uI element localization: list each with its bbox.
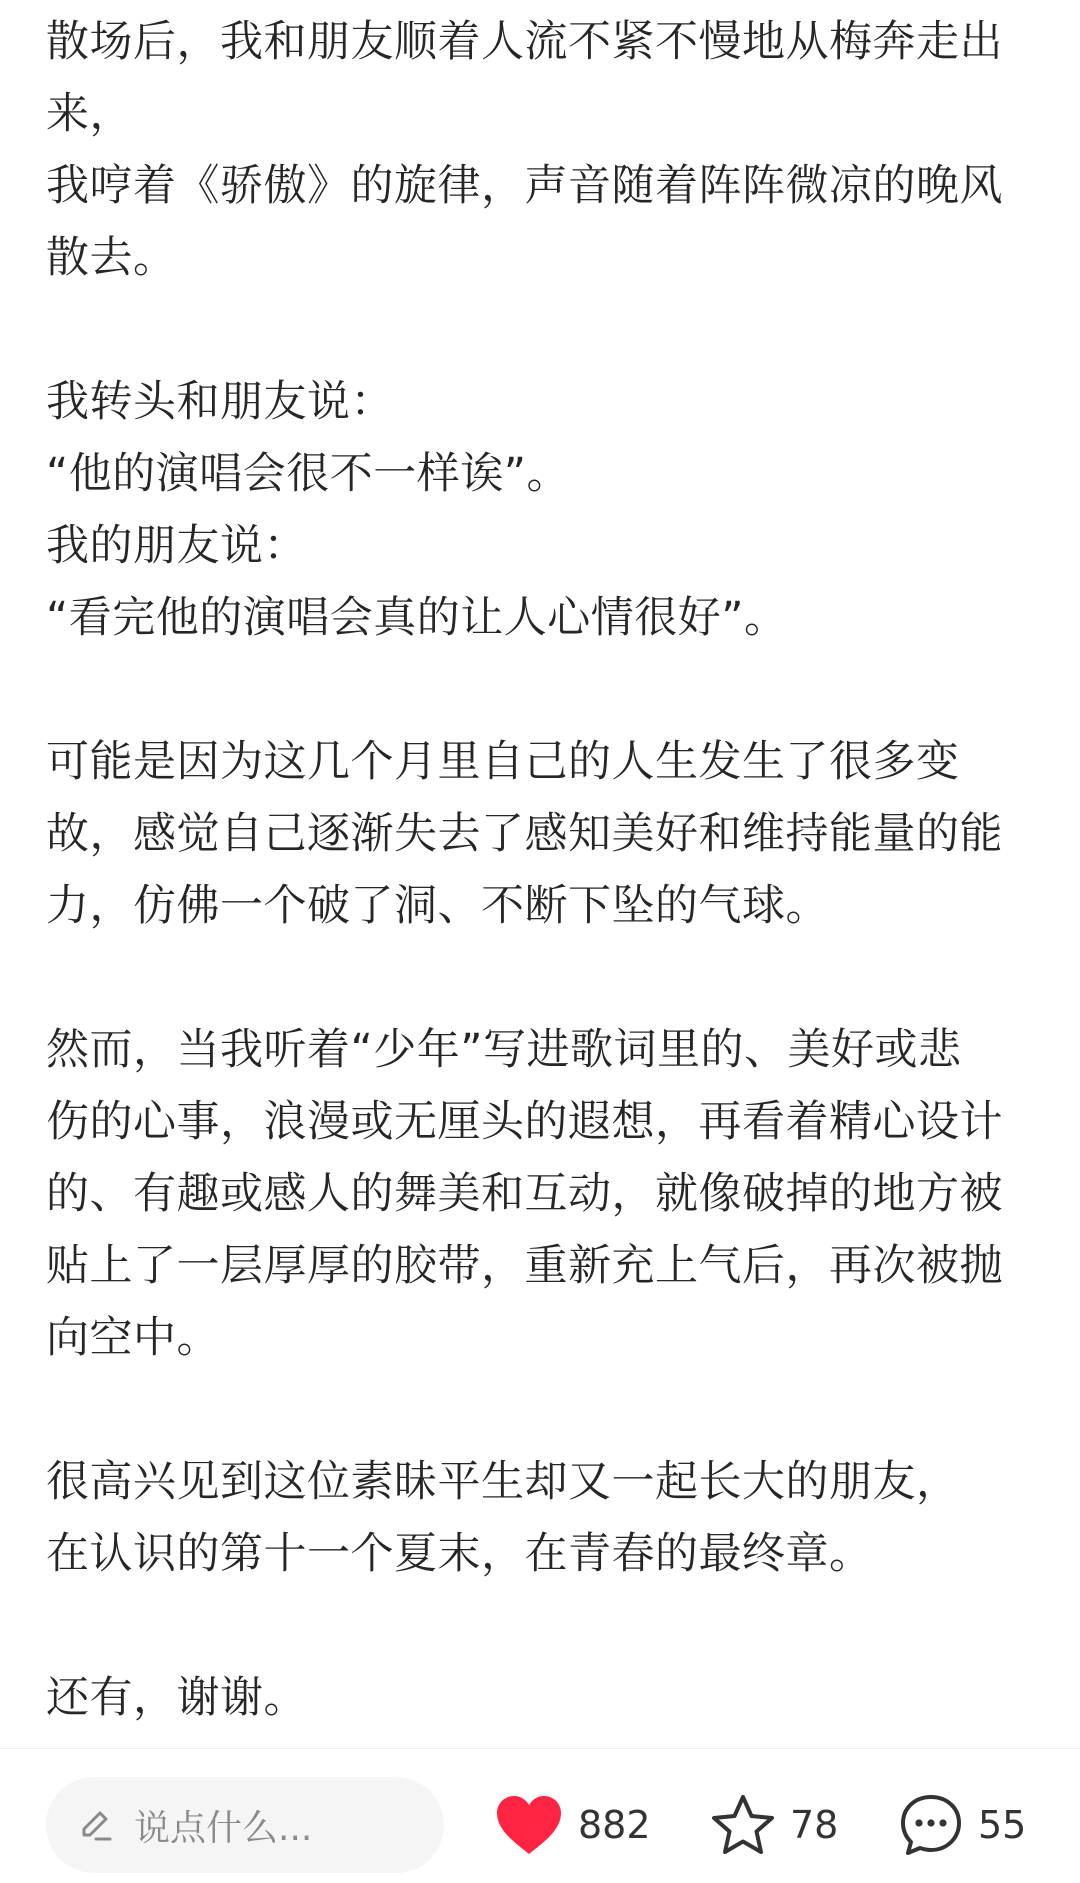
text-line: 很高兴见到这位素昧平生却又一起长大的朋友， <box>46 1457 960 1507</box>
text-line: 故，感觉自己逐渐失去了感知美好和维持能量的能 <box>46 809 1003 859</box>
text-line: 贴上了一层厚厚的胶带，重新充上气后，再次被抛 <box>46 1241 1003 1291</box>
comment-bubble-icon <box>898 1792 964 1858</box>
text-line: 在认识的第十一个夏末，在青春的最终章。 <box>46 1529 873 1579</box>
heart-icon <box>494 1794 564 1856</box>
paragraph <box>46 1662 1036 1734</box>
text-line: 然而，当我听着“少年”写进歌词里的、美好或悲 <box>46 1025 962 1075</box>
text-line: 可能是因为这几个月里自己的人生发生了很多变 <box>46 737 960 787</box>
comment-placeholder: 说点什么... <box>134 1807 313 1849</box>
paragraph <box>46 366 1036 654</box>
pencil-icon <box>76 1805 116 1845</box>
text-line: 散场后，我和朋友顺着人流不紧不慢地从梅奔走出 <box>46 17 1003 67</box>
comment-button[interactable] <box>898 1777 1026 1873</box>
bottom-action-bar <box>0 1748 1080 1883</box>
text-line: 我转头和朋友说： <box>46 377 394 427</box>
text-line: 我的朋友说： <box>46 521 307 571</box>
text-line: 伤的心事，浪漫或无厘头的遐想，再看着精心设计 <box>46 1097 1003 1147</box>
like-button[interactable] <box>494 1777 651 1873</box>
paragraph <box>46 1446 1036 1590</box>
text-line: 来， <box>46 89 133 139</box>
collect-button[interactable] <box>710 1777 838 1873</box>
comment-input[interactable] <box>46 1777 444 1873</box>
text-line: 散去。 <box>46 233 177 283</box>
text-line: 力，仿佛一个破了洞、不断下坠的气球。 <box>46 881 829 931</box>
like-count: 882 <box>578 1803 651 1847</box>
text-line: 的、有趣或感人的舞美和互动，就像破掉的地方被 <box>46 1169 1003 1219</box>
star-icon <box>710 1793 776 1857</box>
text-line: “他的演唱会很不一样诶”。 <box>46 449 571 499</box>
paragraph <box>46 726 1036 942</box>
article-body <box>46 6 1036 1806</box>
paragraph <box>46 6 1036 294</box>
collect-count: 78 <box>790 1803 839 1847</box>
text-line: 还有，谢谢。 <box>46 1673 307 1723</box>
text-line: “看完他的演唱会真的让人心情很好”。 <box>46 593 788 643</box>
text-line: 向空中。 <box>46 1313 220 1363</box>
comment-count: 55 <box>978 1803 1027 1847</box>
paragraph <box>46 1014 1036 1374</box>
text-line: 我哼着《骄傲》的旋律，声音随着阵阵微凉的晚风 <box>46 161 1003 211</box>
